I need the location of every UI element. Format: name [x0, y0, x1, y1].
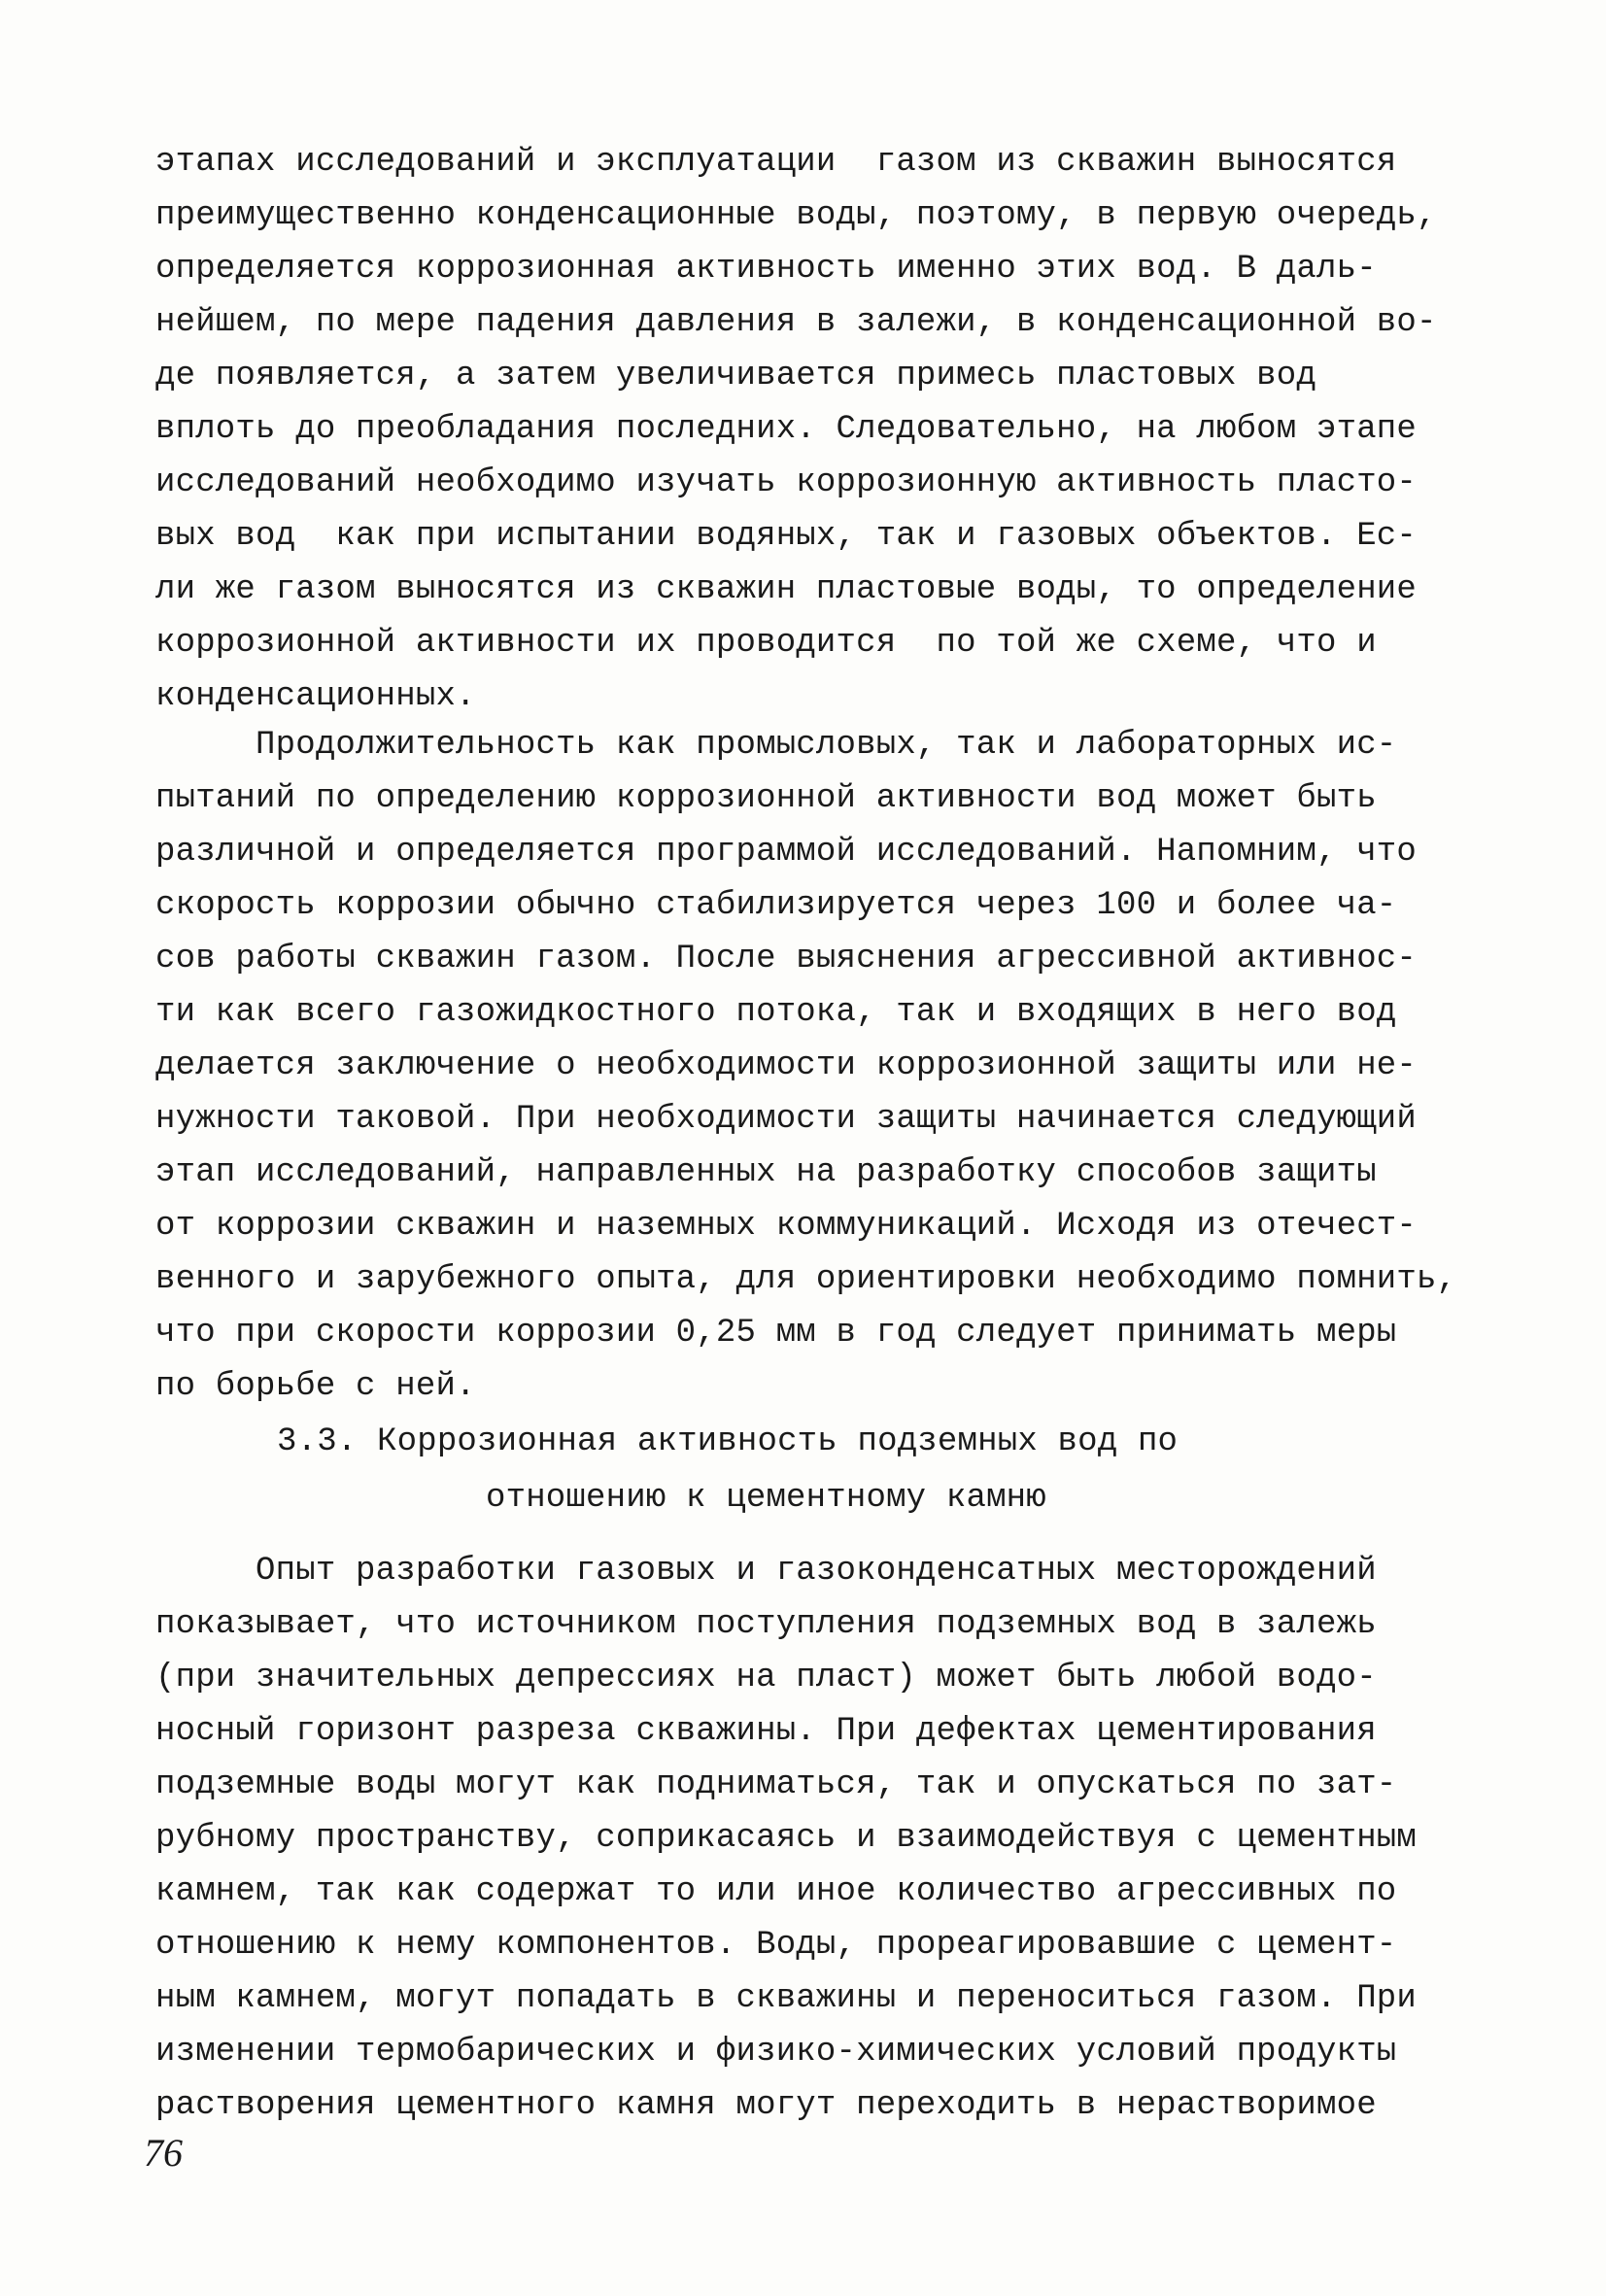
text-line: вплоть до преобладания последних. Следовательно, на любом этапе [155, 411, 1418, 448]
text-line: исследований необходимо изучать коррозионную активность пласто- [155, 464, 1418, 501]
text-line: делается заключение о необходимости коррозионной защиты или не- [155, 1047, 1418, 1084]
text-line: нейшем, по мере падения давления в залежи, в конденсационной во- [155, 304, 1437, 341]
text-line: носный горизонт разреза скважины. При дефектах цементирования [155, 1713, 1377, 1750]
text-line: растворения цементного камня могут переходить в нерастворимое [155, 2087, 1377, 2124]
text-line: изменении термобарических и физико-химических условий продукты [155, 2034, 1397, 2071]
text-line: коррозионной активности их проводится по той же схеме, что и [155, 625, 1377, 662]
text-line: венного и зарубежного опыта, для ориентировки необходимо помнить, [155, 1261, 1457, 1298]
text-line: (при значительных депрессиях на пласт) может быть любой водо- [155, 1660, 1377, 1696]
paragraph-2 [155, 719, 1516, 1414]
text-line: что при скорости коррозии 0,25 мм в год следует принимать меры [155, 1315, 1397, 1352]
text-line: конденсационных. [155, 678, 476, 715]
text-line: пытаний по определению коррозионной активности вод может быть [155, 780, 1377, 817]
text-line: различной и определяется программой исследований. Напомним, что [155, 834, 1418, 871]
text-line: показывает, что источником поступления подземных вод в залежь [155, 1606, 1377, 1643]
text-line: ным камнем, могут попадать в скважины и переноситься газом. При [155, 1980, 1418, 2017]
text-line: де появляется, а затем увеличивается примесь пластовых вод [155, 358, 1316, 394]
text-line: вых вод как при испытании водяных, так и газовых объектов. Ес- [155, 518, 1418, 555]
text-line: ли же газом выносятся из скважин пластовые воды, то определение [155, 571, 1418, 608]
text-line: отношению к нему компонентов. Воды, прореагировавшие с цемент- [155, 1927, 1397, 1964]
page-number: 76 [144, 2131, 183, 2175]
text-line: камнем, так как содержат то или иное количество агрессивных по [155, 1873, 1397, 1910]
text-line: скорость коррозии обычно стабилизируется через 100 и более ча- [155, 887, 1397, 924]
paragraph-3 [155, 1545, 1516, 2133]
text-line: рубному пространству, соприкасаясь и взаимодействуя с цементным [155, 1820, 1418, 1857]
section-heading-line-2: отношению к цементному камню [486, 1480, 1046, 1517]
text-line: Опыт разработки газовых и газоконденсатных месторождений [155, 1553, 1377, 1590]
text-line: нужности таковой. При необходимости защиты начинается следующий [155, 1101, 1418, 1138]
text-line: подземные воды могут как подниматься, так и опускаться по зат- [155, 1766, 1397, 1803]
section-heading-line-1: 3.3. Коррозионная активность подземных вод по [277, 1423, 1179, 1460]
text-line: сов работы скважин газом. После выяснения агрессивной активнос- [155, 941, 1418, 977]
text-line: преимущественно конденсационные воды, поэтому, в первую очередь, [155, 197, 1437, 234]
text-line: этап исследований, направленных на разработку способов защиты [155, 1154, 1377, 1191]
text-line: ти как всего газожидкостного потока, так и входящих в него вод [155, 994, 1397, 1031]
text-line: по борьбе с ней. [155, 1368, 476, 1405]
text-line: этапах исследований и эксплуатации газом из скважин выносятся [155, 144, 1397, 181]
paragraph-1 [155, 136, 1516, 724]
text-line: Продолжительность как промысловых, так и лабораторных ис- [155, 727, 1397, 764]
text-line: от коррозии скважин и наземных коммуникаций. Исходя из отечест- [155, 1208, 1418, 1245]
text-line: определяется коррозионная активность именно этих вод. В даль- [155, 251, 1377, 288]
section-heading [0, 1414, 1606, 1526]
